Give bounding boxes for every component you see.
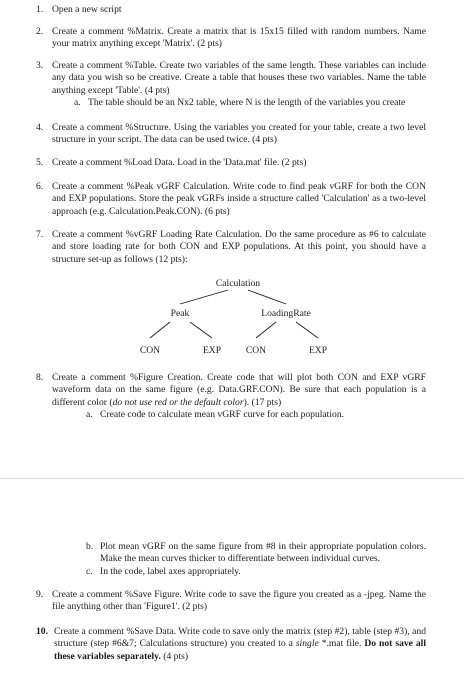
item-text bbox=[52, 372, 426, 409]
item-text-part: Create a comment %Figure Creation. Create code that will plot both CON and EXP vGRF waveform data on the same figure (e.g. Data.GRF.CON). Be sure that each population is a different color ( bbox=[52, 372, 426, 408]
item-text-bold: Do not save all these variables separately. bbox=[54, 638, 426, 662]
item-text: Create a comment %Matrix. Create a matrix that is 15x15 filled with random numbers. Name your matrix anything except 'Matrix'. (2 pts) bbox=[52, 26, 426, 50]
item-text: Create a comment %Peak vGRF Calculation. Write code to find peak vGRF for both the CON and EXP populations. Store the peak vGRFs inside a structure called 'Calculation' as a two-level approach (e.g. Calculation.Peak.CON). (6 pts) bbox=[52, 181, 426, 217]
subitem-text: In the code, label axes appropriately. bbox=[100, 566, 241, 577]
tree-level2-label: CON bbox=[139, 345, 161, 356]
subitem-letter: a. bbox=[86, 409, 93, 420]
subitem-letter: b. bbox=[86, 541, 94, 552]
item-text-italic: do not use red or the default color bbox=[112, 396, 244, 408]
item-number: 2. bbox=[36, 26, 44, 37]
item-text: Create a comment %vGRF Loading Rate Calculation. Do the same procedure as #6 to calculate and store loading rate for both CON and EXP populations. At this point, you should have a structure set-up as follows (12 pts): bbox=[52, 229, 426, 265]
tree-edge bbox=[190, 322, 212, 338]
item-text-part: *.mat file. bbox=[318, 638, 365, 650]
item-text-part: ). (17 pts) bbox=[243, 396, 282, 408]
item-number: 3. bbox=[36, 60, 44, 71]
tree-edge bbox=[180, 290, 228, 304]
item-number: 8. bbox=[36, 372, 44, 383]
item-number: 9. bbox=[36, 589, 44, 600]
subitem-text: Plot mean vGRF on the same figure from #8 in their appropriate population colors. Make the mean curves thicker to differentiate between individual curves. bbox=[100, 541, 426, 565]
tree-level2-label: CON bbox=[245, 345, 267, 356]
item-text: Create a comment %Load Data. Load in the 'Data.mat' file. (2 pts) bbox=[52, 157, 307, 168]
subitem-letter: c. bbox=[86, 566, 93, 577]
item-number: 6. bbox=[36, 181, 44, 192]
item-number: 7. bbox=[36, 229, 44, 240]
item-text-part: (4 pts) bbox=[160, 650, 189, 662]
item-text: Create a comment %Table. Create two variables of the same length. These variables can include any data you wish so be creative. Create a table that houses these two variables. Name the table anything except 'Table'. (4 pts) bbox=[52, 60, 426, 96]
tree-level1-label: Peak bbox=[170, 308, 190, 319]
item-text-part: Create a comment %Save Data. Write code to save only the matrix (step #2), table (step #3), and structure (step #6&7; Calculations structure) you created to a bbox=[54, 626, 426, 650]
item-text: Open a new script bbox=[52, 4, 122, 15]
tree-level2-label: EXP bbox=[308, 345, 328, 356]
item-number: 1. bbox=[36, 4, 44, 15]
structure-tree-diagram bbox=[0, 272, 464, 362]
subitem-letter: a. bbox=[74, 97, 81, 108]
item-number: 4. bbox=[36, 122, 44, 133]
item-number: 5. bbox=[36, 157, 44, 168]
item-text: Create a comment %Structure. Using the variables you created for your table, create a two level structure in your script. The data can be used twice. (4 pts) bbox=[52, 122, 426, 146]
tree-edge bbox=[296, 322, 318, 338]
tree-level1-label: LoadingRate bbox=[261, 308, 311, 319]
tree-root-label: Calculation bbox=[215, 278, 261, 289]
item-text: Create a comment %Save Figure. Write code to save the figure you created as a -jpeg. Name the file anything other than 'Figure1'. (2 pts) bbox=[52, 589, 426, 613]
item-text-italic: single bbox=[295, 638, 319, 650]
tree-edge bbox=[248, 290, 286, 304]
item-number: 10. bbox=[36, 626, 48, 637]
tree-edge bbox=[256, 322, 276, 338]
tree-level2-label: EXP bbox=[202, 345, 222, 356]
page-break-divider bbox=[0, 478, 464, 479]
subitem-text: The table should be an Nx2 table, where N is the length of the variables you create bbox=[88, 97, 406, 108]
subitem-text: Create code to calculate mean vGRF curve for each population. bbox=[100, 409, 345, 420]
item-text bbox=[54, 626, 426, 663]
tree-edge bbox=[150, 322, 170, 338]
